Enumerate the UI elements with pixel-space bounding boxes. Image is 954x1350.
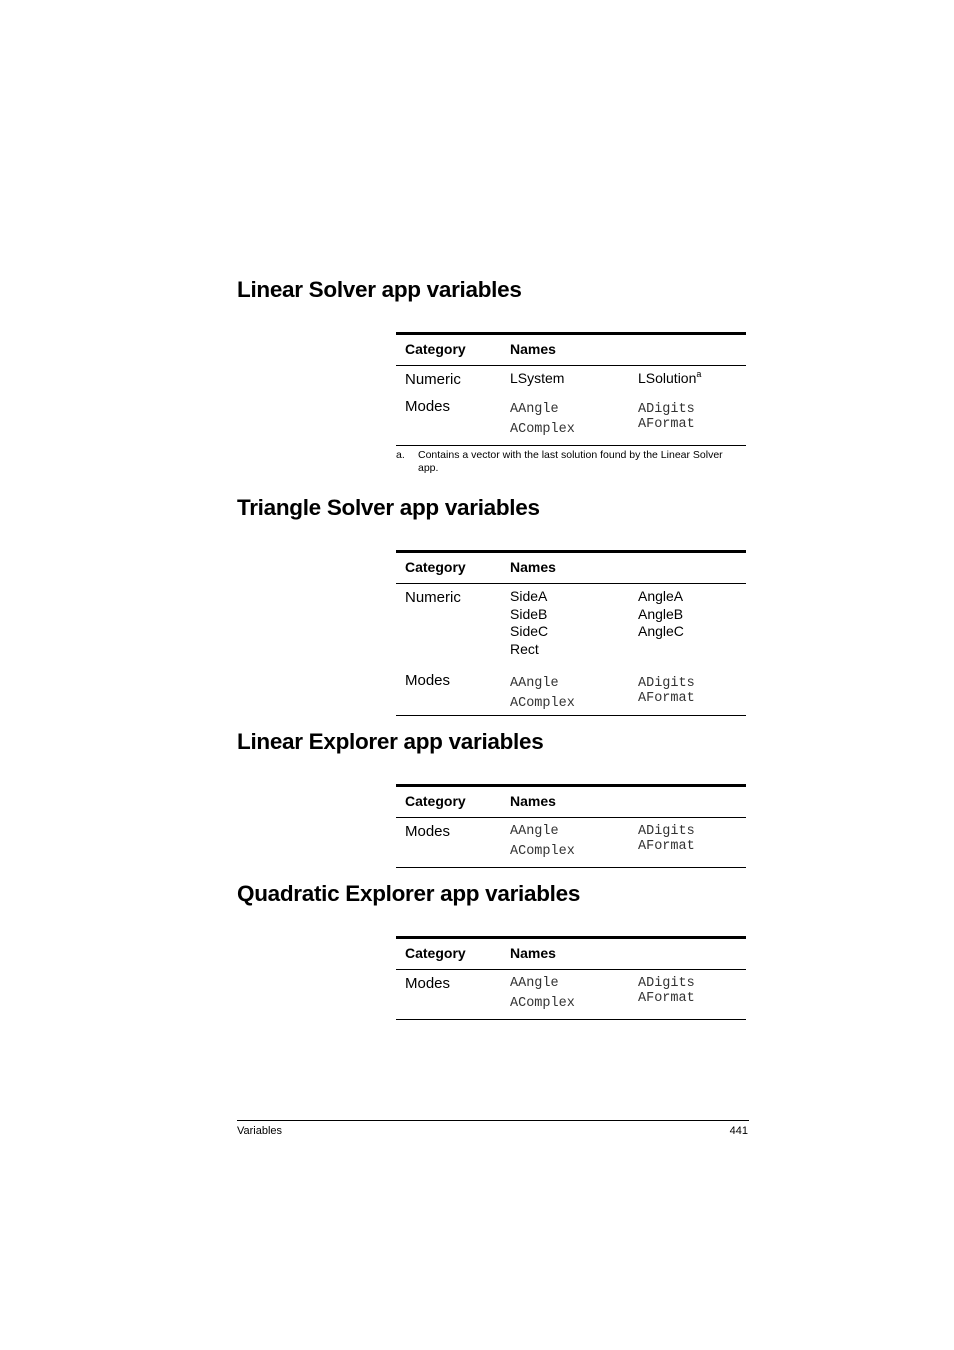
- variable-name: SideC: [510, 623, 549, 639]
- table-row-modes: [396, 970, 746, 1019]
- category-cell: Modes: [405, 975, 451, 992]
- variable-name: AComplex: [510, 696, 575, 711]
- variable-name: Rect: [510, 640, 539, 657]
- variable-name: AngleA: [638, 588, 684, 604]
- variable-name: ADigits: [638, 824, 695, 839]
- table-row-modes: [396, 818, 746, 867]
- category-header: Category: [405, 945, 466, 961]
- table-row-numeric: [396, 584, 746, 670]
- category-cell: Numeric: [405, 371, 461, 388]
- category-cell: Numeric: [405, 589, 461, 606]
- section-title-triangle-solver: Triangle Solver app variables: [237, 495, 540, 520]
- section-title-linear-solver: Linear Solver app variables: [237, 277, 522, 302]
- variable-name: AFormat: [638, 991, 695, 1006]
- variable-name: SideB: [510, 605, 548, 622]
- footnote-mark: a.: [396, 449, 405, 461]
- section-title-quadratic-explorer: Quadratic Explorer app variables: [237, 881, 581, 906]
- linear-explorer-variables-table: [396, 784, 746, 868]
- linear-solver-variables-table: [396, 332, 746, 446]
- table-header: [396, 553, 746, 584]
- variable-name: AAngle: [510, 824, 559, 839]
- category-header: Category: [405, 559, 466, 575]
- variable-name: AAngle: [510, 402, 559, 417]
- footnote: [396, 449, 746, 475]
- table-row-modes: [396, 670, 746, 715]
- variable-name: AngleB: [638, 605, 684, 622]
- names-header: Names: [510, 793, 556, 809]
- category-cell: Modes: [405, 823, 451, 840]
- names-header: Names: [510, 945, 556, 961]
- footer-chapter: Variables: [237, 1125, 283, 1137]
- variable-name: AComplex: [510, 422, 575, 437]
- variable-name: AFormat: [638, 691, 695, 706]
- table-header: [396, 787, 746, 818]
- variable-name: LSolution$^a$: [638, 369, 702, 386]
- names-header: Names: [510, 341, 556, 357]
- triangle-solver-variables-table: [396, 550, 746, 716]
- variable-name: AFormat: [638, 839, 695, 854]
- table-row-numeric: [396, 366, 746, 396]
- category-header: Category: [405, 793, 466, 809]
- category-cell: Modes: [405, 672, 451, 689]
- table-row-modes: [396, 396, 746, 445]
- category-header: Category: [405, 341, 466, 357]
- names-header: Names: [510, 559, 556, 575]
- variable-name: ADigits: [638, 976, 695, 991]
- table-header: [396, 939, 746, 970]
- variable-name: AFormat: [638, 417, 695, 432]
- variable-name: AngleC: [638, 623, 684, 639]
- table-header: [396, 335, 746, 366]
- category-cell: Modes: [405, 398, 451, 415]
- variable-name: ADigits: [638, 676, 695, 691]
- variable-name: AAngle: [510, 976, 559, 991]
- variable-name: ADigits: [638, 402, 695, 417]
- footnote-ref: a: [696, 369, 702, 379]
- variable-name: LSystem: [510, 370, 565, 386]
- page-number: 441: [729, 1125, 748, 1137]
- variable-name: SideA: [510, 588, 548, 604]
- quadratic-explorer-variables-table: [396, 936, 746, 1020]
- variable-name: AComplex: [510, 996, 575, 1011]
- variable-name: AAngle: [510, 676, 559, 691]
- footer-divider: [237, 1120, 749, 1121]
- section-title-linear-explorer: Linear Explorer app variables: [237, 729, 544, 754]
- variable-name: AComplex: [510, 844, 575, 859]
- footnote-text: Contains a vector with the last solution found by the Linear Solver app.: [418, 449, 723, 474]
